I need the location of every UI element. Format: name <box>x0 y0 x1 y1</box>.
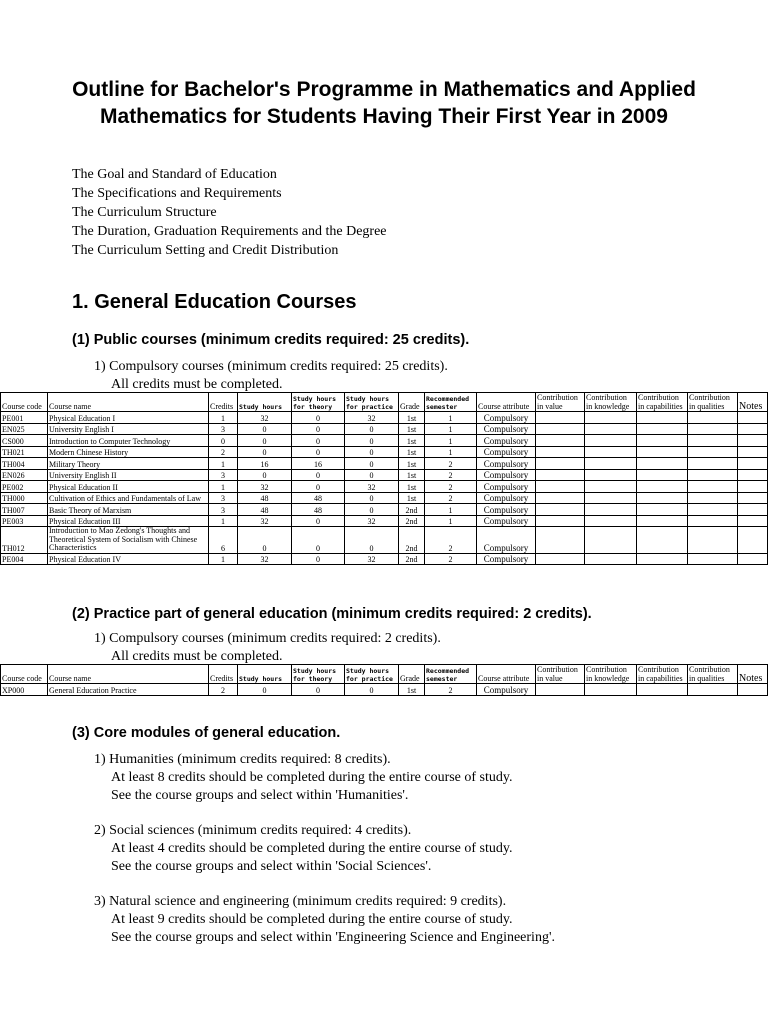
cell-credits: 1 <box>209 515 238 527</box>
cell-grade: 2nd <box>399 553 425 565</box>
cell-course-attribute: Compulsory <box>477 553 536 565</box>
cell-course-attribute: Compulsory <box>477 527 536 554</box>
cell-study-hours: 0 <box>238 527 292 554</box>
cell-study-hours: 0 <box>238 469 292 481</box>
cell-notes <box>738 446 768 458</box>
cell-recommended-semester: 1 <box>425 515 477 527</box>
cell-course-name: Cultivation of Ethics and Fundamentals of Law <box>48 492 209 504</box>
header-notes: Notes <box>738 665 768 684</box>
cell-contribution-value <box>536 492 585 504</box>
cell-course-attribute: Compulsory <box>477 469 536 481</box>
cell-grade: 1st <box>399 469 425 481</box>
header-contribution-value: Contribution in value <box>536 665 585 684</box>
cell-course-attribute: Compulsory <box>477 684 536 696</box>
cell-study-hours-theory: 0 <box>292 481 345 493</box>
cell-contribution-value <box>536 435 585 447</box>
cell-study-hours-practice: 0 <box>345 492 399 504</box>
core-module-social-sciences <box>94 822 513 876</box>
header-course-attribute: Course attribute <box>477 393 536 412</box>
table-row <box>1 553 768 565</box>
cell-notes <box>738 492 768 504</box>
cell-study-hours-theory: 0 <box>292 423 345 435</box>
header-study-hours-theory: Study hours for theory <box>292 393 345 412</box>
toc-item[interactable]: The Duration, Graduation Requirements and the Degree <box>72 224 387 239</box>
cell-course-code: PE004 <box>1 553 48 565</box>
cell-grade: 2nd <box>399 527 425 554</box>
cell-course-code: PE003 <box>1 515 48 527</box>
cell-course-attribute: Compulsory <box>477 412 536 424</box>
cell-study-hours-theory: 0 <box>292 553 345 565</box>
header-contribution-capabilities: Contribution in capabilities <box>637 393 688 412</box>
requirement-line: 3) Natural science and engineering (minimum credits required: 9 credits). <box>94 894 507 909</box>
cell-contribution-qualities <box>688 412 738 424</box>
cell-study-hours-practice: 32 <box>345 412 399 424</box>
cell-study-hours-practice: 32 <box>345 481 399 493</box>
cell-recommended-semester: 1 <box>425 504 477 516</box>
header-contribution-knowledge: Contribution in knowledge <box>585 393 637 412</box>
toc-item[interactable]: The Specifications and Requirements <box>72 186 282 201</box>
cell-course-code: TH021 <box>1 446 48 458</box>
cell-contribution-knowledge <box>585 504 637 516</box>
header-grade: Grade <box>399 665 425 684</box>
cell-study-hours-theory: 0 <box>292 527 345 554</box>
cell-contribution-capabilities <box>637 458 688 470</box>
practice-requirement <box>94 630 441 666</box>
cell-notes <box>738 412 768 424</box>
cell-study-hours-theory: 0 <box>292 684 345 696</box>
cell-study-hours-practice: 32 <box>345 553 399 565</box>
subsection-heading-core-modules: (3) Core modules of general education. <box>72 725 341 741</box>
cell-grade: 1st <box>399 412 425 424</box>
header-course-name: Course name <box>48 665 209 684</box>
cell-course-code: TH012 <box>1 527 48 554</box>
cell-study-hours-theory: 0 <box>292 412 345 424</box>
cell-study-hours: 32 <box>238 553 292 565</box>
cell-course-attribute: Compulsory <box>477 515 536 527</box>
requirement-line: 2) Social sciences (minimum credits required: 4 credits). <box>94 823 412 838</box>
cell-recommended-semester: 1 <box>425 446 477 458</box>
cell-credits: 1 <box>209 458 238 470</box>
cell-grade: 1st <box>399 435 425 447</box>
cell-notes <box>738 435 768 447</box>
cell-credits: 1 <box>209 553 238 565</box>
toc-item[interactable]: The Goal and Standard of Education <box>72 167 277 182</box>
cell-notes <box>738 469 768 481</box>
cell-study-hours: 16 <box>238 458 292 470</box>
cell-course-code: XP000 <box>1 684 48 696</box>
cell-contribution-knowledge <box>585 435 637 447</box>
table-row <box>1 492 768 504</box>
cell-course-name: Military Theory <box>48 458 209 470</box>
cell-course-code: TH007 <box>1 504 48 516</box>
cell-contribution-knowledge <box>585 446 637 458</box>
header-contribution-value: Contribution in value <box>536 393 585 412</box>
cell-notes <box>738 515 768 527</box>
cell-contribution-qualities <box>688 527 738 554</box>
cell-grade: 1st <box>399 446 425 458</box>
cell-study-hours: 0 <box>238 446 292 458</box>
requirement-line: All credits must be completed. <box>111 377 283 392</box>
cell-contribution-capabilities <box>637 553 688 565</box>
cell-study-hours-theory: 48 <box>292 504 345 516</box>
table-row <box>1 435 768 447</box>
cell-course-name: General Education Practice <box>48 684 209 696</box>
cell-study-hours: 0 <box>238 435 292 447</box>
cell-contribution-value <box>536 481 585 493</box>
cell-study-hours-practice: 0 <box>345 435 399 447</box>
cell-course-attribute: Compulsory <box>477 504 536 516</box>
table-header-row <box>1 393 768 412</box>
cell-study-hours-practice: 0 <box>345 446 399 458</box>
cell-contribution-qualities <box>688 423 738 435</box>
cell-course-name: Modern Chinese History <box>48 446 209 458</box>
cell-contribution-capabilities <box>637 435 688 447</box>
cell-course-attribute: Compulsory <box>477 423 536 435</box>
cell-course-code: EN026 <box>1 469 48 481</box>
cell-credits: 3 <box>209 469 238 481</box>
cell-course-code: EN025 <box>1 423 48 435</box>
cell-course-name: Physical Education I <box>48 412 209 424</box>
cell-recommended-semester: 1 <box>425 412 477 424</box>
cell-grade: 1st <box>399 458 425 470</box>
requirement-line: All credits must be completed. <box>111 649 283 664</box>
cell-grade: 1st <box>399 684 425 696</box>
cell-recommended-semester: 2 <box>425 684 477 696</box>
cell-contribution-qualities <box>688 469 738 481</box>
cell-study-hours-practice: 0 <box>345 527 399 554</box>
cell-contribution-knowledge <box>585 492 637 504</box>
cell-study-hours: 32 <box>238 481 292 493</box>
cell-recommended-semester: 1 <box>425 423 477 435</box>
cell-study-hours: 32 <box>238 412 292 424</box>
public-courses-table <box>0 392 768 565</box>
cell-study-hours-practice: 0 <box>345 469 399 481</box>
requirement-line: 1) Compulsory courses (minimum credits required: 25 credits). <box>94 359 448 374</box>
cell-course-name: Physical Education II <box>48 481 209 493</box>
table-row <box>1 684 768 696</box>
cell-credits: 3 <box>209 504 238 516</box>
header-credits: Credits <box>209 665 238 684</box>
cell-notes <box>738 481 768 493</box>
cell-credits: 6 <box>209 527 238 554</box>
cell-study-hours-theory: 48 <box>292 492 345 504</box>
cell-study-hours-theory: 0 <box>292 446 345 458</box>
cell-contribution-value <box>536 423 585 435</box>
cell-contribution-value <box>536 527 585 554</box>
cell-contribution-knowledge <box>585 515 637 527</box>
cell-study-hours: 0 <box>238 423 292 435</box>
cell-contribution-capabilities <box>637 446 688 458</box>
cell-contribution-qualities <box>688 684 738 696</box>
cell-notes <box>738 527 768 554</box>
cell-course-attribute: Compulsory <box>477 435 536 447</box>
cell-contribution-capabilities <box>637 423 688 435</box>
cell-contribution-qualities <box>688 435 738 447</box>
table-header-row <box>1 665 768 684</box>
header-credits: Credits <box>209 393 238 412</box>
cell-grade: 2nd <box>399 515 425 527</box>
cell-credits: 3 <box>209 423 238 435</box>
cell-study-hours-theory: 0 <box>292 515 345 527</box>
cell-contribution-knowledge <box>585 469 637 481</box>
cell-contribution-capabilities <box>637 492 688 504</box>
cell-contribution-qualities <box>688 492 738 504</box>
table-row <box>1 446 768 458</box>
cell-study-hours-practice: 32 <box>345 515 399 527</box>
subsection-heading-practice: (2) Practice part of general education (minimum credits required: 2 credits). <box>72 606 592 622</box>
cell-course-name: Physical Education IV <box>48 553 209 565</box>
cell-recommended-semester: 1 <box>425 435 477 447</box>
cell-recommended-semester: 2 <box>425 458 477 470</box>
cell-contribution-value <box>536 515 585 527</box>
cell-recommended-semester: 2 <box>425 492 477 504</box>
cell-course-name: Introduction to Mao Zedong's Thoughts and Theoretical System of Socialism with Chinese Characteristics <box>48 527 209 554</box>
cell-study-hours: 48 <box>238 492 292 504</box>
cell-study-hours: 48 <box>238 504 292 516</box>
header-study-hours: Study hours <box>238 665 292 684</box>
toc-item[interactable]: The Curriculum Setting and Credit Distribution <box>72 243 339 258</box>
cell-contribution-value <box>536 684 585 696</box>
requirement-line: At least 9 credits should be completed during the entire course of study. <box>111 912 513 927</box>
cell-notes <box>738 553 768 565</box>
table-row <box>1 412 768 424</box>
cell-course-code: CS000 <box>1 435 48 447</box>
cell-study-hours: 0 <box>238 684 292 696</box>
cell-recommended-semester: 2 <box>425 527 477 554</box>
cell-contribution-knowledge <box>585 481 637 493</box>
table-of-contents <box>72 165 387 260</box>
cell-contribution-capabilities <box>637 469 688 481</box>
header-contribution-qualities: Contribution in qualities <box>688 393 738 412</box>
cell-study-hours-theory: 16 <box>292 458 345 470</box>
requirement-line: See the course groups and select within 'Engineering Science and Engineering'. <box>111 930 555 945</box>
cell-grade: 1st <box>399 423 425 435</box>
section-heading-general-education: 1. General Education Courses <box>72 291 357 313</box>
cell-recommended-semester: 2 <box>425 469 477 481</box>
table-row <box>1 481 768 493</box>
cell-course-attribute: Compulsory <box>477 458 536 470</box>
cell-course-attribute: Compulsory <box>477 446 536 458</box>
cell-notes <box>738 458 768 470</box>
cell-contribution-capabilities <box>637 515 688 527</box>
cell-notes <box>738 423 768 435</box>
cell-course-code: PE002 <box>1 481 48 493</box>
cell-course-attribute: Compulsory <box>477 492 536 504</box>
cell-credits: 3 <box>209 492 238 504</box>
header-study-hours-theory: Study hours for theory <box>292 665 345 684</box>
cell-contribution-value <box>536 412 585 424</box>
cell-course-code: TH004 <box>1 458 48 470</box>
table-row <box>1 527 768 554</box>
table-row <box>1 458 768 470</box>
header-contribution-capabilities: Contribution in capabilities <box>637 665 688 684</box>
core-module-natural-science <box>94 893 555 947</box>
requirement-line: 1) Humanities (minimum credits required: 8 credits). <box>94 752 391 767</box>
table-row <box>1 423 768 435</box>
public-courses-requirement <box>94 358 448 394</box>
cell-contribution-qualities <box>688 504 738 516</box>
core-module-humanities <box>94 751 513 805</box>
cell-contribution-capabilities <box>637 481 688 493</box>
cell-contribution-capabilities <box>637 684 688 696</box>
cell-study-hours-theory: 0 <box>292 469 345 481</box>
cell-grade: 2nd <box>399 504 425 516</box>
cell-contribution-capabilities <box>637 412 688 424</box>
header-contribution-qualities: Contribution in qualities <box>688 665 738 684</box>
cell-contribution-knowledge <box>585 412 637 424</box>
cell-study-hours-practice: 0 <box>345 684 399 696</box>
cell-contribution-knowledge <box>585 527 637 554</box>
cell-contribution-capabilities <box>637 527 688 554</box>
header-contribution-knowledge: Contribution in knowledge <box>585 665 637 684</box>
header-study-hours: Study hours <box>238 393 292 412</box>
cell-grade: 1st <box>399 492 425 504</box>
cell-credits: 1 <box>209 412 238 424</box>
cell-study-hours-practice: 0 <box>345 504 399 516</box>
cell-contribution-value <box>536 469 585 481</box>
cell-course-name: Physical Education III <box>48 515 209 527</box>
cell-contribution-qualities <box>688 458 738 470</box>
cell-contribution-qualities <box>688 515 738 527</box>
table-row <box>1 515 768 527</box>
requirement-line: At least 4 credits should be completed during the entire course of study. <box>111 841 513 856</box>
cell-course-name: University English II <box>48 469 209 481</box>
cell-contribution-knowledge <box>585 423 637 435</box>
cell-contribution-value <box>536 504 585 516</box>
cell-course-code: PE001 <box>1 412 48 424</box>
requirement-line: See the course groups and select within 'Humanities'. <box>111 788 409 803</box>
cell-study-hours-practice: 0 <box>345 423 399 435</box>
table-row <box>1 469 768 481</box>
header-course-code: Course code <box>1 393 48 412</box>
cell-recommended-semester: 2 <box>425 553 477 565</box>
cell-contribution-knowledge <box>585 458 637 470</box>
cell-notes <box>738 504 768 516</box>
requirement-line: At least 8 credits should be completed during the entire course of study. <box>111 770 513 785</box>
header-study-hours-practice: Study hours for practice <box>345 393 399 412</box>
header-notes: Notes <box>738 393 768 412</box>
requirement-line: See the course groups and select within 'Social Sciences'. <box>111 859 432 874</box>
cell-contribution-knowledge <box>585 684 637 696</box>
cell-study-hours: 32 <box>238 515 292 527</box>
cell-notes <box>738 684 768 696</box>
header-recommended-semester: Recommended semester <box>425 393 477 412</box>
header-course-name: Course name <box>48 393 209 412</box>
cell-contribution-value <box>536 446 585 458</box>
cell-study-hours-practice: 0 <box>345 458 399 470</box>
cell-credits: 1 <box>209 481 238 493</box>
cell-course-code: TH000 <box>1 492 48 504</box>
practice-courses-table <box>0 664 768 696</box>
header-study-hours-practice: Study hours for practice <box>345 665 399 684</box>
cell-credits: 2 <box>209 684 238 696</box>
cell-contribution-value <box>536 458 585 470</box>
cell-recommended-semester: 2 <box>425 481 477 493</box>
cell-contribution-qualities <box>688 481 738 493</box>
cell-credits: 0 <box>209 435 238 447</box>
cell-contribution-capabilities <box>637 504 688 516</box>
subsection-heading-public-courses: (1) Public courses (minimum credits required: 25 credits). <box>72 332 470 348</box>
requirement-line: 1) Compulsory courses (minimum credits required: 2 credits). <box>94 631 441 646</box>
cell-credits: 2 <box>209 446 238 458</box>
cell-course-name: University English I <box>48 423 209 435</box>
cell-contribution-qualities <box>688 553 738 565</box>
cell-contribution-knowledge <box>585 553 637 565</box>
cell-contribution-value <box>536 553 585 565</box>
header-recommended-semester: Recommended semester <box>425 665 477 684</box>
cell-course-attribute: Compulsory <box>477 481 536 493</box>
cell-course-name: Basic Theory of Marxism <box>48 504 209 516</box>
toc-item[interactable]: The Curriculum Structure <box>72 205 217 220</box>
cell-contribution-qualities <box>688 446 738 458</box>
header-grade: Grade <box>399 393 425 412</box>
header-course-code: Course code <box>1 665 48 684</box>
cell-course-name: Introduction to Computer Technology <box>48 435 209 447</box>
header-course-attribute: Course attribute <box>477 665 536 684</box>
table-row <box>1 504 768 516</box>
cell-grade: 1st <box>399 481 425 493</box>
cell-study-hours-theory: 0 <box>292 435 345 447</box>
page-title: Outline for Bachelor's Programme in Mathematics and Applied Mathematics for Students Having Their First Year in 2009 <box>72 78 696 128</box>
